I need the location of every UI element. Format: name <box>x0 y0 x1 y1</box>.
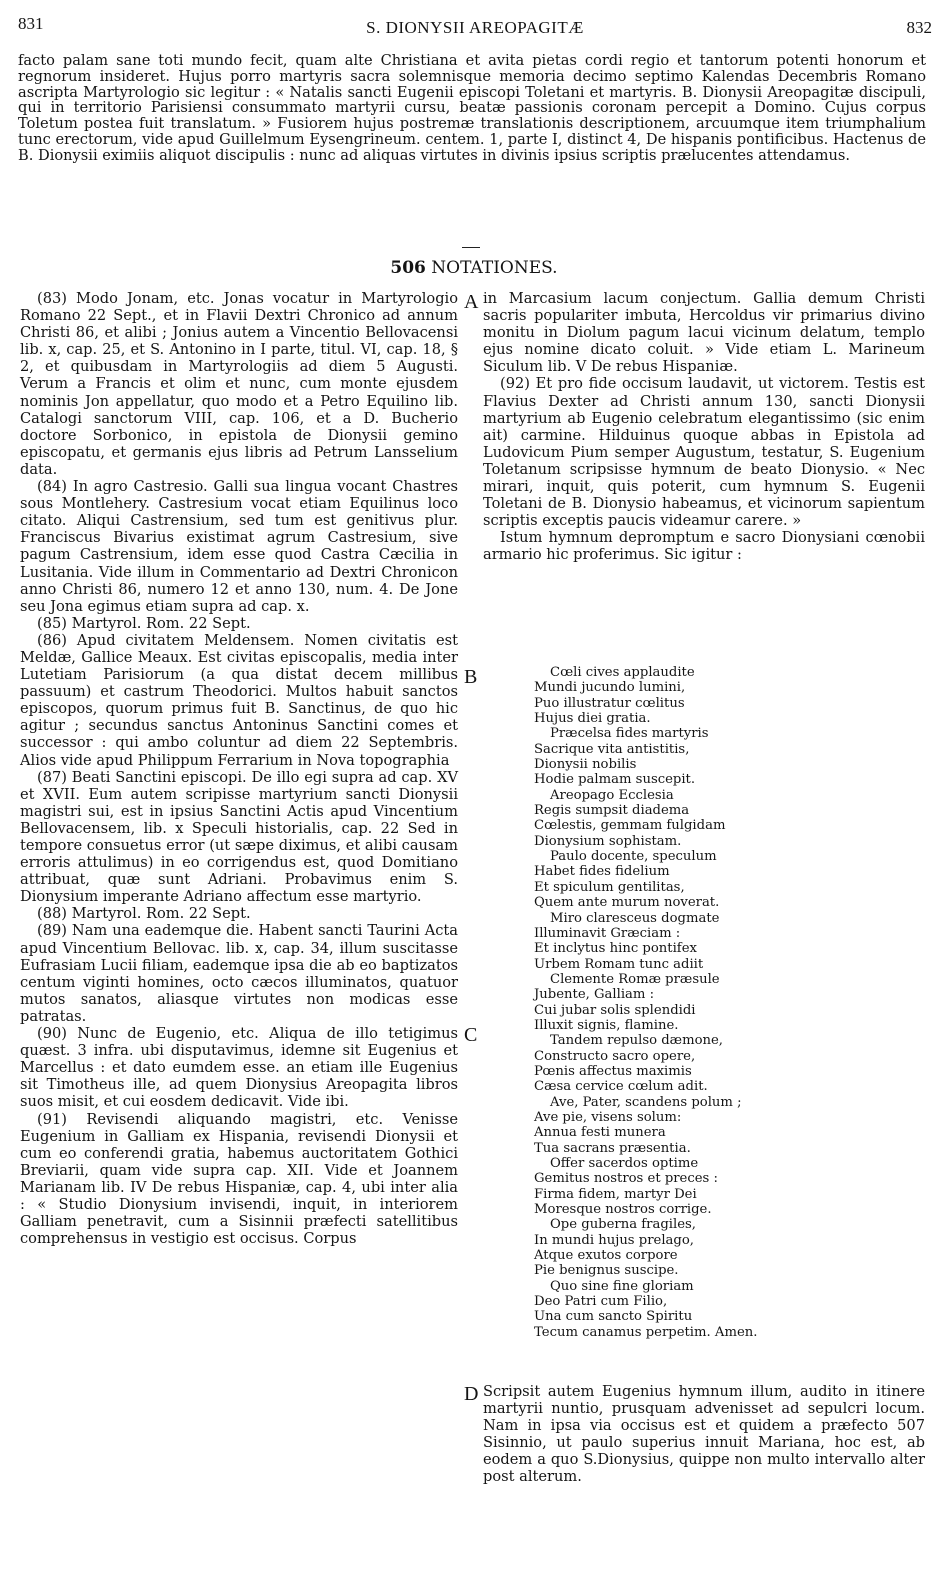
page-header <box>18 14 932 40</box>
hymn-line: Gemitus nostros et preces : <box>534 1171 718 1187</box>
hymn-line: Cæsa cervice cœlum adit. <box>534 1079 708 1095</box>
hymn-line: Annua festi munera <box>534 1125 666 1141</box>
hymn-line: Cui jubar solis splendidi <box>534 1002 696 1018</box>
hymn-line: Hodie palmam suscepit. <box>534 772 696 788</box>
hymn-line: Cœli cives applaudite <box>550 665 695 680</box>
hymn-line: Dionysii nobilis <box>534 757 637 773</box>
hymn-line: Tandem repulso dæmone, <box>550 1033 724 1049</box>
hymn-line: Regis sumpsit diadema <box>534 803 690 819</box>
hymn-line: In mundi hujus prelago, <box>534 1232 694 1248</box>
hymn-line: Tua sacrans præsentia. <box>534 1140 691 1156</box>
hymn-line: Ave pie, visens solum: <box>534 1109 682 1125</box>
hymn-line: Et inclytus hinc pontifex <box>534 941 697 957</box>
hymn-line: Cœlestis, gemmam fulgidam <box>534 818 726 834</box>
hymn-line: Sacrique vita antistitis, <box>534 741 690 757</box>
hymn-line: Illuminavit Græciam : <box>534 925 681 941</box>
hymn-line: Hujus diei gratia. <box>534 711 651 727</box>
note-92: (92) Et pro fide occisum laudavit, ut victorem. Testis est Flavius Dexter ad Christi annum 130, sancti Dionysii martyrium ab Eugenio celebratum elegantissimo (sic enim ait) carmine. Hilduinus quoque abbas in Epistola ad Ludovicum Pium semper Augustum, testatur, S. Eugenium Toletanum scripsisse hymnum de beato Dionysio. « Nec mirari, inquit, quis poterit, cum hymnum S. Eugenii Toletani de B. Dionysio habeamus, et vicinorum sapientum scriptis exceptis paucis videamur carere. » <box>483 375 925 530</box>
left-column <box>20 290 458 1247</box>
note-91: (91) Revisendi aliquando magistri, etc. Venisse Eugenium in Galliam ex Hispania, revisendi Dionysii et cum eo conferendi gratia, habemus auctoritatem Gothici Breviarii, quam vide supra cap. XII. Vide et Joannem Marianam lib. IV De rebus Hispaniæ, cap. 4, ubi inter alia : « Studio Dionysium invisendi, inquit, in interiorem Galliam penetravit, cum a Sisinnii præfecti satellitibus comprehensus in vestigio est occisus. Corpus <box>20 1110 458 1248</box>
hymn-line: Paulo docente, speculum <box>550 849 717 865</box>
page-number-right: 832 <box>906 18 932 37</box>
hymn-line: Deo Patri cum Filio, <box>534 1294 668 1310</box>
right-column <box>483 290 925 564</box>
hymn-line: Habet fides fidelium <box>534 864 670 880</box>
hymn-line: Constructo sacro opere, <box>534 1048 696 1064</box>
closing-paragraph-block <box>483 1383 925 1486</box>
hymn-verses <box>534 665 934 1340</box>
section-heading <box>0 258 948 278</box>
closing-paragraph: Scripsit autem Eugenius hymnum illum, audito in itinere martyrii nuntio, prusquam advenisset ad sepulcri locum. Nam in ipsa via occisus est et quidem a præfecto 507 Sisinnio, ut paulo superius innuit Mariana, hoc est, ab eodem a quo S.Dionysius, quippe non multo intervallo alter post alterum. <box>483 1383 925 1486</box>
margin-letter-c: C <box>464 1024 478 1046</box>
hymn-line: Præcelsa fides martyris <box>550 726 709 742</box>
hymn-line: Tecum canamus perpetim. Amen. <box>534 1324 758 1340</box>
margin-letter-a: A <box>464 291 479 313</box>
section-number: 506 <box>390 258 426 278</box>
hymn-line: Offer sacerdos optime <box>550 1156 699 1171</box>
hymn-line: Miro claresceus dogmate <box>550 910 720 926</box>
note-83: (83) Modo Jonam, etc. Jonas vocatur in Martyrologio Romano 22 Sept., et in Flavii Dextri Chronico ad annum Christi 86, et alibi ; Jonius autem a Vincentio Bellovacensi lib. x, cap. 25, et S. Antonino in I parte, titul. VI, cap. 18, § 2, et quibusdam in Martyrologiis ad diem 5 Augusti. Verum a Francis et olim et nunc, cum monte ejusdem nominis Jon appellatur, quo modo et a Petro Equilino lib. Catalogi sanctorum VIII, cap. 106, et a D. Bucherio doctore Sorbonico, in epistola de Dionysii gemino episcopatu, et germanis ejus libris ad Petrum Lansselium data. <box>20 290 458 478</box>
note-85: (85) Martyrol. Rom. 22 Sept. <box>37 614 251 632</box>
margin-letter-b: B <box>464 666 478 688</box>
section-divider <box>462 247 480 248</box>
hymn-line: Quem ante murum noverat. <box>534 895 720 911</box>
hymn-line: Urbem Romam tunc adiit <box>534 956 704 972</box>
margin-letter-d: D <box>464 1383 479 1405</box>
running-title: S. DIONYSII AREOPAGITÆ <box>366 18 584 37</box>
note-90: (90) Nunc de Eugenio, etc. Aliqua de illo tetigimus quæst. 3 infra. ubi disputavimus, idemne sit Eugenius et Marcellus : et dato eumdem esse. an etiam ille Eugenius sit Timotheus ille, ad quem Dionysius Areopagita libros suos misit, et cui eosdem dedicavit. Vide ibi. <box>20 1025 458 1111</box>
hymn-line: Et spiculum gentilitas, <box>534 879 685 895</box>
hymn-line: Illuxit signis, flamine. <box>534 1017 679 1033</box>
hymn-line: Pie benignus suscipe. <box>534 1263 679 1279</box>
intro-paragraph: facto palam sane toti mundo fecit, quam alte Christiana et avita pietas cordi regio et tantorum potenti honorum et regnorum insideret. Hujus porro martyris sacra solemnisque memoria decimo septimo Kalendas Decembris Romano ascripta Martyrologio sic legitur : « Natalis sancti Eugenii episcopi Toletani et martyris. B. Dionysii Areopagitæ discipuli, qui in territorio Parisiensi consummato martyrii cursu, beatæ passionis coronam percepit a Domino. Cujus corpus Toletum postea fuit translatum. » Fusiorem hujus postremæ translationis descriptionem, arcuumque item triumphalium tunc erectorum, vide apud Guillelmum Eysengrineum. centem. 1, parte I, distinct 4, De hispanis pontificibus. Hactenus de B. Dionysii eximiis aliquot discipulis : nunc ad aliquas virtutes in divinis ipsius scriptis prælucentes attendamus. <box>18 52 926 164</box>
hymn-line: Atque exutos corpore <box>534 1248 678 1264</box>
hymn-line: Firma fidem, martyr Dei <box>534 1186 697 1202</box>
hymn-line: Areopago Ecclesia <box>550 787 674 803</box>
note-86: (86) Apud civitatem Meldensem. Nomen civitatis est Meldæ, Gallice Meaux. Est civitas episcopalis, media inter Lutetiam Parisiorum (a qua distat decem millibus passuum) et castrum Theodorici. Multos habuit sanctos episcopos, quorum primus fuit B. Sanctinus, de quo hic agitur ; secundus sanctus Antoninus Sanctini comes et successor : qui ambo coluntur ad diem 22 Septembris. Alios vide apud Philippum Ferrarium in Nova topographia <box>20 631 458 769</box>
hymn-line: Dionysium sophistam. <box>534 833 682 849</box>
hymn-line: Mundi jucundo lumini, <box>534 680 686 696</box>
hymn-line: Quo sine fine gloriam <box>550 1278 694 1294</box>
hymn-line: Ope guberna fragiles, <box>550 1217 696 1233</box>
hymn-line: Clemente Romæ præsule <box>550 971 720 987</box>
hymn-line: Moresque nostros corrige. <box>534 1202 712 1218</box>
note-88: (88) Martyrol. Rom. 22 Sept. <box>37 905 251 923</box>
hymn-line: Jubente, Galliam : <box>534 987 655 1003</box>
note-91-continued: in Marcasium lacum conjectum. Gallia demum Christi sacris populariter imbuta, Hercoldus vir primarius divino monitu in Diolum pagum lacui vicinum delatum, templo ejus nomine dicato coluit. » Vide etiam L. Marineum Siculum lib. V De rebus Hispaniæ. <box>483 290 925 376</box>
section-title: NOTATIONES. <box>431 258 558 278</box>
hymn-line: Puo illustratur cœlitus <box>534 695 685 711</box>
note-89: (89) Nam una eademque die. Habent sancti Taurini Acta apud Vincentium Bellovac. lib. x, cap. 34, illum suscitasse Eufrasiam Lucii filiam, eademque ipsa die ab eo baptizatos centum viginti homines, octo cæcos illuminatos, quatuor mutos sanatos, aliasque virtutes non modicas esse patratas. <box>20 922 458 1025</box>
hymn-introduction: Istum hymnum depromptum e sacro Dionysiani cœnobii armario hic proferimus. Sic igitur : <box>483 529 925 564</box>
hymn-line: Una cum sancto Spiritu <box>534 1309 693 1325</box>
page-number-left: 831 <box>18 14 44 33</box>
hymn-line: Pœnis affectus maximis <box>534 1063 692 1079</box>
hymn-line: Ave, Pater, scandens polum ; <box>550 1094 742 1110</box>
note-87: (87) Beati Sanctini episcopi. De illo egi supra ad cap. XV et XVII. Eum autem scripisse martyrium sancti Dionysii magistri sui, est in ipsius Sanctini Actis apud Vincentium Bellovacensem, lib. x Speculi historialis, cap. 22 Sed in tempore consuetus error (ut sæpe diximus, et alibi causam erroris attulimus) in eo corrigendus est, quod Domitiano attribuat, quæ sunt Adriani. Probavimus enim S. Dionysium imperante Adriano affectum esse martyrio. <box>20 768 458 906</box>
note-84: (84) In agro Castresio. Galli sua lingua vocant Chastres sous Montlehery. Castresium vocat etiam Equilinus loco citato. Aliqui Castrensium, sed tum est genitivus plur. Franciscus Bivarius existimat agrum Castresium, sive pagum Castrensium, idem esse quod Castra Cæcilia in Lusitania. Vide illum in Commentario ad Dextri Chronicon anno Christi 86, numero 12 et anno 130, num. 4. De Jone seu Jona egimus etiam supra ad cap. x. <box>20 478 458 615</box>
